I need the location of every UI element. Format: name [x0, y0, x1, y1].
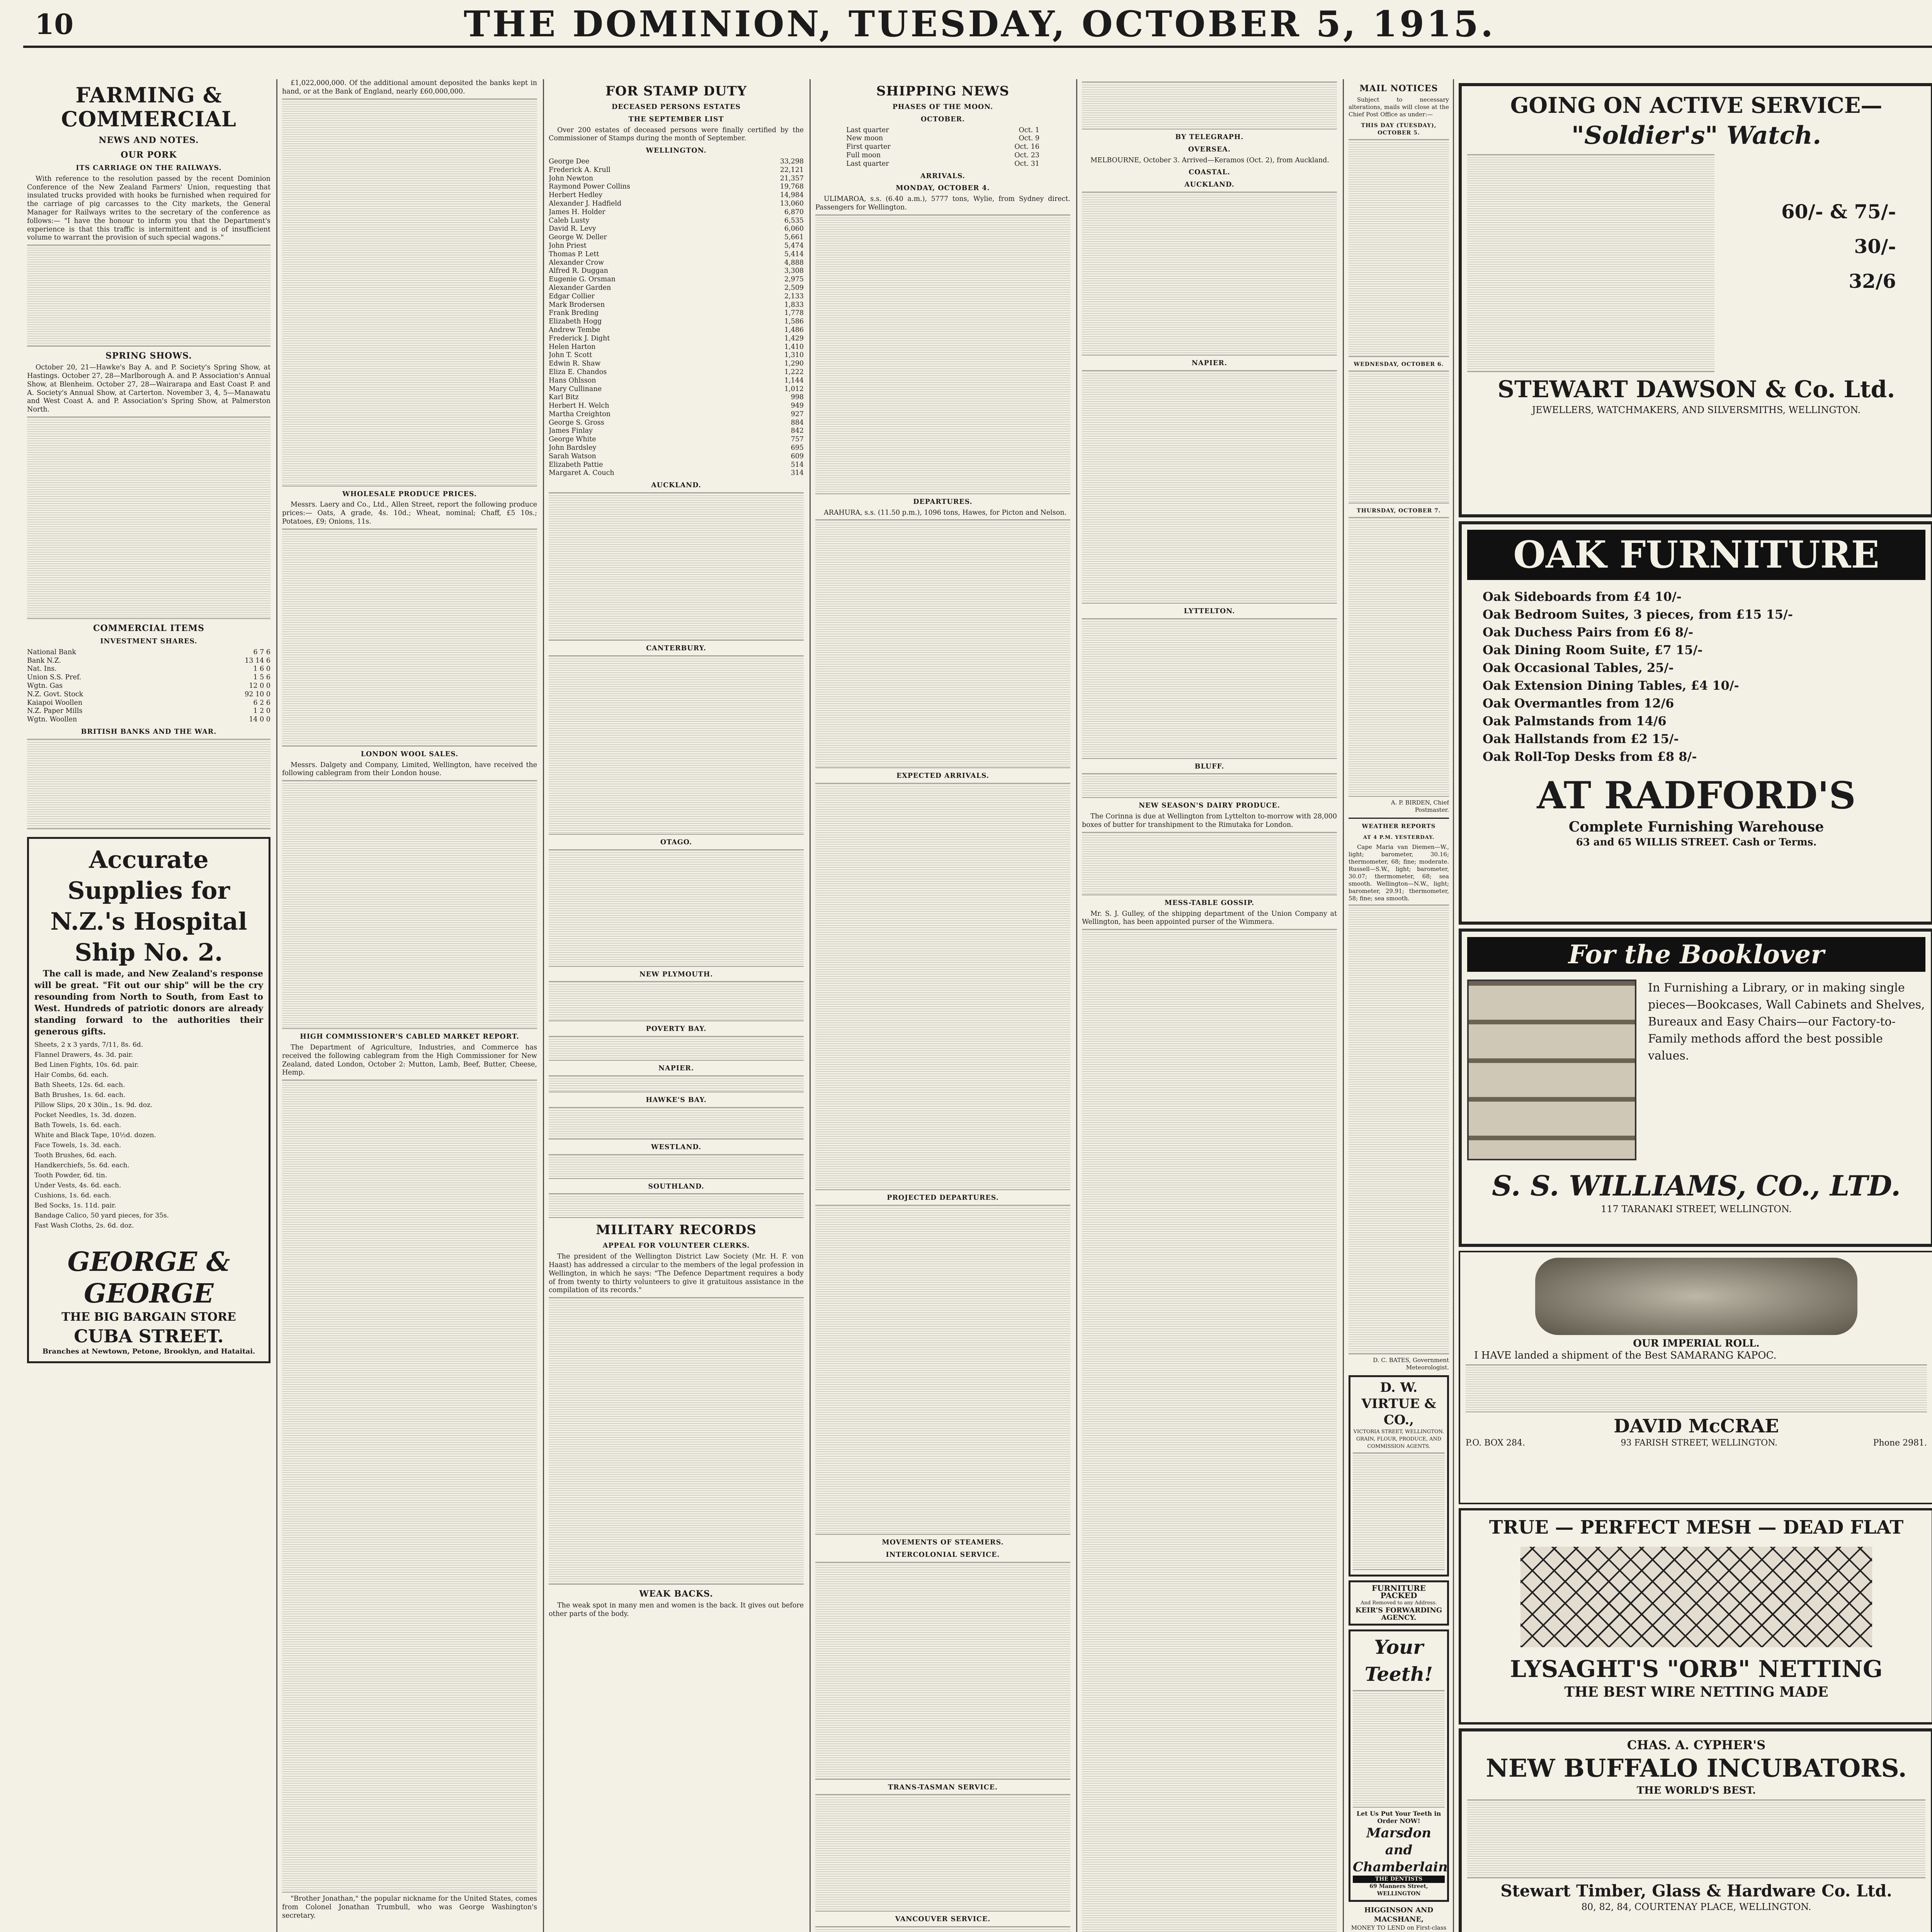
text-block — [549, 1107, 804, 1139]
article-heading: HIGH COMMISSIONER'S CABLED MARKET REPORT. — [300, 1033, 519, 1041]
ad-title: TRUE — PERFECT MESH — DEAD FLAT — [1489, 1517, 1904, 1538]
netting-ad — [1459, 1508, 1932, 1725]
text-block — [549, 981, 804, 1021]
article-body: The weak spot in many men and women is the back. It gives out before other parts of the body. — [549, 1602, 804, 1618]
price-block — [1781, 194, 1896, 299]
list-item: Edwin R. Shaw 1,290 — [549, 360, 804, 368]
ad-body: I HAVE landed a shipment of the Best SAMARANG KAPOC. — [1474, 1350, 1777, 1361]
list-item: Oak Dining Room Suite, £7 15/- — [1483, 643, 1703, 657]
list-item: James H. Holder 6,870 — [549, 208, 804, 216]
text-block — [1349, 139, 1449, 357]
text-block — [27, 417, 270, 619]
text-block — [1349, 905, 1449, 1354]
ad-title: D. W. VIRTUE & CO., — [1361, 1380, 1436, 1428]
article-body: Cape Maria van Diemen—W., light; barometer, 30.16; thermometer, 68; fine; moderate. Russell—S.W., light; barometer, 30.07; thermometer, 68; sea smooth. Wellington—N.W., light; barometer, 29.91; thermometer, 58; fine; sea smooth. — [1349, 844, 1449, 902]
region-heading: CANTERBURY. — [646, 645, 706, 653]
table-row: Last quarter Oct. 1 — [846, 126, 1039, 134]
page-number: 10 — [35, 8, 74, 41]
text-block — [549, 1297, 804, 1585]
list-item: Bath Towels, 1s. 6d. each. — [34, 1121, 121, 1129]
region-heading: HAWKE'S BAY. — [646, 1096, 707, 1104]
watch-ad — [1459, 83, 1932, 517]
list-item: John Newton 21,357 — [549, 174, 804, 182]
list-item: Margaret A. Couch 314 — [549, 469, 804, 477]
table-row: N.Z. Govt. Stock 92 10 0 — [27, 690, 270, 698]
article-subheading: DECEASED PERSONS ESTATES — [612, 103, 741, 111]
text-block — [815, 214, 1070, 494]
table-row: New moon Oct. 9 — [846, 134, 1039, 143]
price: 32/6 — [1849, 270, 1896, 293]
ad-title: OUR IMPERIAL ROLL. — [1633, 1338, 1760, 1349]
column-telegraph — [1082, 79, 1337, 1932]
list-item: Face Towels, 1s. 3d. each. — [34, 1141, 121, 1149]
article-body: "Brother Jonathan," the popular nickname for the United States, comes from Colonel Jonathan Trumbull, who was George Washington's secretary. — [282, 1895, 537, 1920]
list-item: Frederick J. Dight 1,429 — [549, 334, 804, 342]
article-body: The Department of Agriculture, Industries, and Commerce has received the following cablegram from the High Commissioner for New Zealand, dated London, October 2: Mutton, Lamb, Beef, Butter, Cheese, Hemp. — [282, 1043, 537, 1077]
ad-firm: Marsdon and Chamberlain — [1353, 1825, 1448, 1875]
text-block — [815, 1926, 1070, 1932]
list-item: James Finlay 842 — [549, 427, 804, 435]
article-heading: BY TELEGRAPH. — [1175, 133, 1244, 141]
article-heading: MILITARY RECORDS — [596, 1222, 757, 1238]
text-block — [1082, 370, 1337, 604]
region-heading: NEW PLYMOUTH. — [639, 970, 713, 978]
ad-firm: S. S. WILLIAMS, CO., LTD. — [1492, 1169, 1901, 1202]
hospital-ship-ad — [27, 837, 270, 1363]
virtue-ad — [1349, 1375, 1449, 1577]
ad-firm: DAVID McCRAE — [1614, 1415, 1779, 1437]
text-block — [282, 780, 537, 1029]
list-item: White and Black Tape, 10½d. dozen. — [34, 1131, 156, 1139]
ad-cta: Let Us Put Your Teeth in Order NOW! — [1356, 1810, 1441, 1825]
list-item: Oak Occasional Tables, 25/- — [1483, 660, 1674, 675]
ad-phone: Phone 2981. — [1873, 1438, 1927, 1448]
table-row: First quarter Oct. 16 — [846, 143, 1039, 151]
text-block — [815, 1794, 1070, 1912]
ad-firm-sub: JEWELLERS, WATCHMAKERS, AND SILVERSMITHS, WELLINGTON. — [1532, 405, 1861, 415]
article-subheading: THIS DAY (TUESDAY), OCTOBER 5. — [1361, 122, 1437, 136]
list-item: Mary Cullinane 1,012 — [549, 385, 804, 393]
text-block — [549, 1075, 804, 1092]
ad-firm: Stewart Timber, Glass & Hardware Co. Ltd. — [1500, 1881, 1892, 1900]
list-item: Alexander Garden 2,509 — [549, 284, 804, 292]
article-subheading: VANCOUVER SERVICE. — [895, 1915, 991, 1923]
mattress-ad — [1459, 1251, 1932, 1504]
region-heading: WELLINGTON. — [646, 147, 707, 155]
text-block — [1466, 1364, 1927, 1412]
article-body: MELBOURNE, October 3. Arrived—Keramos (Oct. 2), from Auckland. — [1090, 156, 1329, 164]
list-item: Tooth Powder, 6d. tin. — [34, 1171, 107, 1179]
list-item: Thomas P. Lett 5,414 — [549, 250, 804, 258]
ad-item-list — [34, 1040, 263, 1231]
article-heading: MESS-TABLE GOSSIP. — [1164, 899, 1255, 907]
article-subheading: AUCKLAND. — [1184, 181, 1235, 189]
list-item: Oak Hallstands from £2 15/- — [1483, 731, 1679, 746]
article-heading: NEW SEASON'S DAIRY PRODUCE. — [1139, 802, 1280, 810]
shares-table — [27, 648, 270, 724]
article-heading: SHIPPING NEWS — [876, 83, 1010, 99]
list-item: John Priest 5,474 — [549, 242, 804, 250]
column-mail — [1349, 79, 1449, 1932]
text-block — [815, 519, 1070, 768]
article-heading: WHOLESALE PRODUCE PRICES. — [342, 490, 477, 498]
text-block — [282, 529, 537, 747]
region-heading: SOUTHLAND. — [648, 1182, 704, 1190]
column-divider — [810, 79, 811, 1932]
article-heading: EXPECTED ARRIVALS. — [896, 772, 990, 780]
text-block — [549, 1193, 804, 1218]
table-row: Wgtn. Gas 12 0 0 — [27, 682, 270, 690]
ad-address: 80, 82, 84, COURTENAY PLACE, WELLINGTON. — [1581, 1901, 1811, 1912]
text-block — [549, 1154, 804, 1179]
list-item: Frederick A. Krull 22,121 — [549, 166, 804, 174]
text-block — [1082, 82, 1337, 129]
column-markets — [282, 79, 537, 1932]
article-body: October 20, 21—Hawke's Bay A. and P. Society's Spring Show, at Hastings. October 27, 28—Marlborough A. and P. Association's Annual Show, at Blenheim. October 27, 28—Wairarapa and East Coast P. and A. Society's Annual Show, at Carterton. November 3, 4, 5—Manawatu and West Coast A. and P. Association's Spring Show, at Palmerston North. — [27, 364, 270, 414]
list-item: Oak Roll-Top Desks from £8 8/- — [1483, 749, 1697, 764]
ad-title: GOING ON ACTIVE SERVICE— — [1510, 93, 1883, 118]
list-item: Oak Palmstands from 14/6 — [1483, 714, 1667, 728]
text-block — [549, 655, 804, 835]
article-subheading: ITS CARRIAGE ON THE RAILWAYS. — [76, 164, 222, 172]
text-block — [1082, 929, 1337, 1932]
ad-firm: AT RADFORD'S — [1537, 774, 1856, 817]
article-heading: WEAK BACKS. — [639, 1589, 713, 1599]
region-heading: WESTLAND. — [651, 1143, 702, 1151]
list-item: George W. Deller 5,661 — [549, 233, 804, 242]
list-item: Fast Wash Cloths, 2s. 6d. doz. — [34, 1221, 134, 1230]
text-block — [549, 492, 804, 641]
dentist-ad — [1349, 1629, 1449, 1902]
column-divider — [543, 79, 544, 1932]
ad-body: In Furnishing a Library, or in making single pieces—Bookcases, Wall Cabinets and Shelves, Bureaux and Easy Chairs—our Factory-to-Family methods afford the best possible values. — [1648, 981, 1925, 1063]
ad-subtitle: And Removed to any Address. — [1361, 1600, 1437, 1606]
ad-body: The call is made, and New Zealand's response will be great. "Fit out our ship" will be the cry resounding from North to South, from East to West. Hundreds of patriotic donors are already standing forward to the authorities their generous gifts. — [34, 968, 263, 1037]
list-item: Alexander Crow 4,888 — [549, 259, 804, 267]
store-subtitle: THE BIG BARGAIN STORE — [61, 1310, 236, 1324]
list-item: Bath Sheets, 12s. 6d. each. — [34, 1081, 125, 1089]
ad-title: Your Teeth! — [1364, 1636, 1433, 1685]
masthead-rule — [23, 46, 1932, 48]
mattress-illustration — [1535, 1258, 1857, 1335]
list-item: Herbert Hedley 14,984 — [549, 191, 804, 199]
ad-content — [1467, 980, 1925, 1160]
article-subheading: AT 4 P.M. YESTERDAY. — [1363, 835, 1435, 840]
ad-address: 93 FARISH STREET, WELLINGTON. — [1621, 1438, 1778, 1448]
text-block — [1353, 1452, 1445, 1570]
article-subheading: PHASES OF THE MOON. — [892, 103, 993, 111]
price: 60/- & 75/- — [1781, 200, 1896, 223]
list-item: John T. Scott 1,310 — [549, 351, 804, 359]
ad-title: NEW BUFFALO INCUBATORS. — [1486, 1754, 1907, 1783]
article-body: Over 200 estates of deceased persons were finally certified by the Commissioner of Stamps during the month of September. — [549, 126, 804, 143]
article-heading: PROJECTED DEPARTURES. — [887, 1194, 999, 1202]
oak-furniture-ad — [1459, 521, 1932, 925]
store-street: CUBA STREET. — [74, 1325, 224, 1347]
list-item: Hans Ohlsson 1,144 — [549, 376, 804, 384]
text-block — [282, 99, 537, 486]
ad-product: LYSAGHT'S "ORB" NETTING — [1510, 1656, 1883, 1683]
table-row: Kaiapoi Woollen 6 2 6 — [27, 699, 270, 707]
text-block — [815, 783, 1070, 1190]
column-ads — [1459, 79, 1932, 1932]
ad-product: "Soldier's" Watch. — [1571, 121, 1821, 150]
article-heading: DEPARTURES. — [913, 498, 973, 506]
list-item: George Dee 33,298 — [549, 157, 804, 165]
article-subheading: OCTOBER. — [920, 115, 965, 123]
ad-firm: STEWART DAWSON & Co. Ltd. — [1497, 376, 1895, 403]
list-item: Eugenie G. Orsman 2,975 — [549, 276, 804, 284]
list-item: Caleb Lusty 6,535 — [549, 216, 804, 224]
ad-subtitle: THE WORLD'S BEST. — [1636, 1785, 1756, 1796]
section-title: FARMING & COMMERCIAL — [61, 83, 236, 131]
list-item: John Bardsley 695 — [549, 444, 804, 452]
text-block — [815, 1205, 1070, 1535]
list-item: Edgar Collier 2,133 — [549, 292, 804, 300]
table-row: Bank N.Z. 13 14 6 — [27, 656, 270, 665]
article-body: With reference to the resolution passed by the recent Dominion Conference of the New Zealand Farmers' Union, requesting that insulated trucks provided with hooks be furnished when required for the carriage of pig carcasses to the City markets, the General Manager for Railways writes to the secretary of the conference as follows:— "I have the honour to inform you that the Department's experience is that this traffic is intermittent and is of insufficient volume to warrant the provision of such special wagons." — [27, 175, 270, 242]
article-subheading: LYTTELTON. — [1184, 607, 1235, 615]
list-item: Frank Breding 1,778 — [549, 309, 804, 317]
article-heading: COMMERCIAL ITEMS — [93, 623, 205, 633]
text-block — [27, 739, 270, 829]
region-heading: NAPIER. — [658, 1065, 694, 1073]
estates-list — [549, 158, 804, 478]
region-heading: OTAGO. — [660, 838, 692, 846]
table-row: Wgtn. Woollen 14 0 0 — [27, 716, 270, 724]
list-item: George S. Gross 884 — [549, 418, 804, 427]
list-item: Alfred R. Duggan 3,308 — [549, 267, 804, 275]
ad-subtitle: VICTORIA STREET, WELLINGTON. GRAIN, FLOUR, PRODUCE, AND COMMISSION AGENTS. — [1353, 1429, 1444, 1449]
list-item: Helen Harton 1,410 — [549, 343, 804, 351]
article-signature: D. C. BATES, Government Meteorologist. — [1373, 1357, 1449, 1371]
list-item: Cushions, 1s. 6d. each. — [34, 1191, 111, 1199]
article-body: Mr. S. J. Gulley, of the shipping department of the Union Company at Wellington, has been appointed purser of the Wimmera. — [1082, 910, 1337, 926]
article-subheading: OVERSEA. — [1188, 145, 1231, 153]
article-body: The president of the Wellington District Law Society (Mr. H. F. von Haast) has addressed a circular to the members of the legal profession in Wellington, in which he says: "The Defence Department requires a body of from twenty to thirty volunteers to give it gratuitous assistance in the compilation of its records." — [549, 1253, 804, 1294]
column-divider — [276, 79, 277, 1932]
column-estates — [549, 79, 804, 1932]
article-body: £1,022,000,000. Of the additional amount deposited the banks kept in hand, or at the Bank of England, nearly £60,000,000. — [282, 79, 537, 95]
masthead — [23, 0, 1932, 43]
list-item: Bed Socks, 1s. 11d. pair. — [34, 1201, 116, 1209]
bookcase-illustration — [1467, 980, 1636, 1160]
table-row: Last quarter Oct. 31 — [846, 160, 1039, 168]
list-item: Tooth Brushes, 6d. each. — [34, 1151, 117, 1159]
ad-firm-sub: Complete Furnishing Warehouse — [1568, 819, 1824, 835]
column-divider — [1453, 79, 1454, 1932]
list-item: George White 757 — [549, 435, 804, 444]
article-subheading: BRITISH BANKS AND THE WAR. — [81, 728, 217, 736]
store-name: GEORGE & GEORGE — [67, 1246, 230, 1309]
article-subheading: TRANS-TASMAN SERVICE. — [888, 1783, 998, 1791]
list-item: Pocket Needles, 1s. 3d. dozen. — [34, 1111, 136, 1119]
table-row: National Bank 6 7 6 — [27, 648, 270, 656]
article-subheading: WEDNESDAY, OCTOBER 6. — [1354, 361, 1444, 367]
newspaper-title: THE DOMINION, TUESDAY, OCTOBER 5, 1915. — [463, 3, 1496, 45]
list-item: Bed Linen Fights, 10s. 6d. pair. — [34, 1061, 139, 1069]
list-item: David R. Levy 6,060 — [549, 225, 804, 233]
list-item: Elizabeth Hogg 1,586 — [549, 318, 804, 326]
list-item: Martha Creighton 927 — [549, 410, 804, 418]
list-item: Sheets, 2 x 3 yards, 7/11, 8s. 6d. — [34, 1041, 143, 1049]
article-subheading: THURSDAY, OCTOBER 7. — [1357, 508, 1441, 514]
text-block — [1353, 1690, 1445, 1808]
moon-table — [815, 126, 1070, 168]
section-subtitle: NEWS AND NOTES. — [99, 135, 199, 145]
ad-tag: THE DENTISTS — [1353, 1876, 1445, 1883]
incubator-ad — [1459, 1728, 1932, 1932]
article-subheading: THE SEPTEMBER LIST — [628, 115, 724, 123]
article-heading: ARRIVALS. — [920, 172, 966, 180]
text-block — [549, 849, 804, 967]
article-heading: LONDON WOOL SALES. — [361, 750, 459, 758]
list-item: Oak Sideboards from £4 10/- — [1483, 589, 1682, 604]
list-item: Andrew Tembe 1,486 — [549, 326, 804, 334]
text-block — [1349, 371, 1449, 503]
list-item: Oak Overmantles from 12/6 — [1483, 696, 1674, 711]
higginson-ad-title: HIGGINSON AND MACSHANE, — [1364, 1906, 1434, 1923]
text-block — [1082, 832, 1337, 895]
ad-address: 63 and 65 WILLIS STREET. Cash or Terms. — [1576, 837, 1817, 848]
list-item: Karl Bitz 998 — [549, 393, 804, 401]
netting-illustration — [1520, 1547, 1872, 1647]
article-heading: MOVEMENTS OF STEAMERS. — [882, 1538, 1004, 1546]
store-branches: Branches at Newtown, Petone, Brooklyn, and Hataitai. — [42, 1347, 255, 1355]
article-heading: OUR PORK — [121, 150, 177, 160]
list-item: Bath Brushes, 1s. 6d. each. — [34, 1091, 126, 1099]
text-block — [815, 1562, 1070, 1780]
text-block — [549, 1036, 804, 1061]
article-body: Subject to necessary alterations, mails will close at the Chief Post Office as under:— — [1349, 96, 1449, 118]
ad-title: OAK FURNITURE — [1467, 530, 1925, 580]
higginson-ad-sub: MONEY TO LEND on First-class — [1351, 1924, 1447, 1931]
table-row: N.Z. Paper Mills 1 2 0 — [27, 707, 270, 715]
list-item: Oak Duchess Pairs from £6 8/- — [1483, 625, 1694, 639]
list-item: Mark Brodersen 1,833 — [549, 301, 804, 309]
article-heading: FOR STAMP DUTY — [605, 83, 747, 99]
ad-item-list — [1483, 588, 1910, 765]
ad-title: Accurate Supplies for N.Z.'s Hospital Ship No. 2. — [50, 845, 247, 966]
table-row: Union S.S. Pref. 1 5 6 — [27, 673, 270, 682]
article-subheading: BLUFF. — [1194, 762, 1225, 770]
article-body: ARAHURA, s.s. (11.50 p.m.), 1096 tons, Hawes, for Picton and Nelson. — [824, 509, 1067, 517]
column-divider — [1343, 79, 1344, 1932]
article-heading: MAIL NOTICES — [1359, 83, 1438, 94]
region-heading: POVERTY BAY. — [646, 1025, 707, 1033]
text-block — [1082, 618, 1337, 759]
column-farming — [27, 79, 270, 1932]
text-block — [1467, 1799, 1925, 1878]
list-item: Alexander J. Hadfield 13,060 — [549, 199, 804, 207]
text-block — [1467, 154, 1714, 372]
list-item: Elizabeth Pattie 514 — [549, 461, 804, 469]
article-heading: WEATHER REPORTS — [1349, 818, 1449, 830]
region-heading: AUCKLAND. — [651, 481, 701, 490]
list-item: Handkerchiefs, 5s. 6d. each. — [34, 1161, 129, 1169]
list-item: Hair Combs, 6d. each. — [34, 1071, 109, 1079]
list-item: Flannel Drawers, 4s. 3d. pair. — [34, 1051, 133, 1059]
ad-address: 69 Manners Street, WELLINGTON — [1369, 1883, 1428, 1897]
price: 30/- — [1854, 235, 1896, 258]
ad-address: 117 TARANAKI STREET, WELLINGTON. — [1600, 1204, 1792, 1214]
article-body: Messrs. Dalgety and Company, Limited, Wellington, have received the following cablegram from their London house. — [282, 761, 537, 777]
article-signature: A. P. BIRDEN, Chief Postmaster. — [1391, 799, 1449, 813]
article-body: Messrs. Laery and Co., Ltd., Allen Street, report the following produce prices:— Oats, A grade, 4s. 10d.; Wheat, nominal; Chaff, £5 10s.; Potatoes, £9; Onions, 11s. — [282, 501, 537, 526]
ad-contact — [1466, 1438, 1927, 1449]
article-subheading: NAPIER. — [1192, 359, 1227, 367]
list-item: Under Vests, 4s. 6d. each. — [34, 1181, 121, 1189]
ad-firm: KEIR'S FORWARDING AGENCY. — [1355, 1606, 1442, 1622]
text-block — [1082, 192, 1337, 355]
ad-top: CHAS. A. CYPHER'S — [1627, 1738, 1766, 1752]
list-item: Oak Extension Dining Tables, £4 10/- — [1483, 678, 1739, 693]
ad-subtitle: THE BEST WIRE NETTING MADE — [1564, 1684, 1828, 1700]
article-subheading: COASTAL. — [1189, 168, 1230, 177]
text-block — [1349, 517, 1449, 797]
article-subheading: INTERCOLONIAL SERVICE. — [886, 1551, 1000, 1559]
column-shipping — [815, 79, 1070, 1932]
table-row: Nat. Ins. 1 6 0 — [27, 665, 270, 673]
list-item: Sarah Watson 609 — [549, 452, 804, 460]
keir-ad — [1349, 1580, 1449, 1626]
article-heading: SPRING SHOWS. — [105, 351, 192, 361]
list-item: Bandage Calico, 50 yard pieces, for 35s. — [34, 1211, 169, 1219]
ad-box: P.O. BOX 284. — [1466, 1438, 1525, 1448]
list-item: Pillow Slips, 20 x 30in., 1s. 9d. doz. — [34, 1101, 153, 1109]
article-body: ULIMAROA, s.s. (6.40 a.m.), 5777 tons, Wylie, from Sydney direct. Passengers for Wellington. — [815, 195, 1070, 211]
list-item: Herbert H. Welch 949 — [549, 402, 804, 410]
list-item: Raymond Power Collins 19,768 — [549, 183, 804, 191]
booklover-ad — [1459, 929, 1932, 1247]
text-block — [27, 245, 270, 347]
ad-title: For the Booklover — [1467, 937, 1925, 972]
ad-title: FURNITURE PACKED — [1371, 1583, 1426, 1600]
article-subheading: INVESTMENT SHARES. — [100, 637, 197, 645]
column-divider — [1076, 79, 1077, 1932]
text-block — [1082, 773, 1337, 798]
article-body: The Corinna is due at Wellington from Lyttelton to-morrow with 28,000 boxes of butter for transhipment to the Rimutaka for London. — [1082, 813, 1337, 829]
article-subheading: MONDAY, OCTOBER 4. — [896, 184, 990, 192]
table-row: Full moon Oct. 23 — [846, 151, 1039, 159]
text-block — [282, 1080, 537, 1893]
list-item: Oak Bedroom Suites, 3 pieces, from £15 15/- — [1483, 607, 1793, 622]
list-item: Eliza E. Chandos 1,222 — [549, 368, 804, 376]
article-subheading: APPEAL FOR VOLUNTEER CLERKS. — [602, 1242, 750, 1250]
